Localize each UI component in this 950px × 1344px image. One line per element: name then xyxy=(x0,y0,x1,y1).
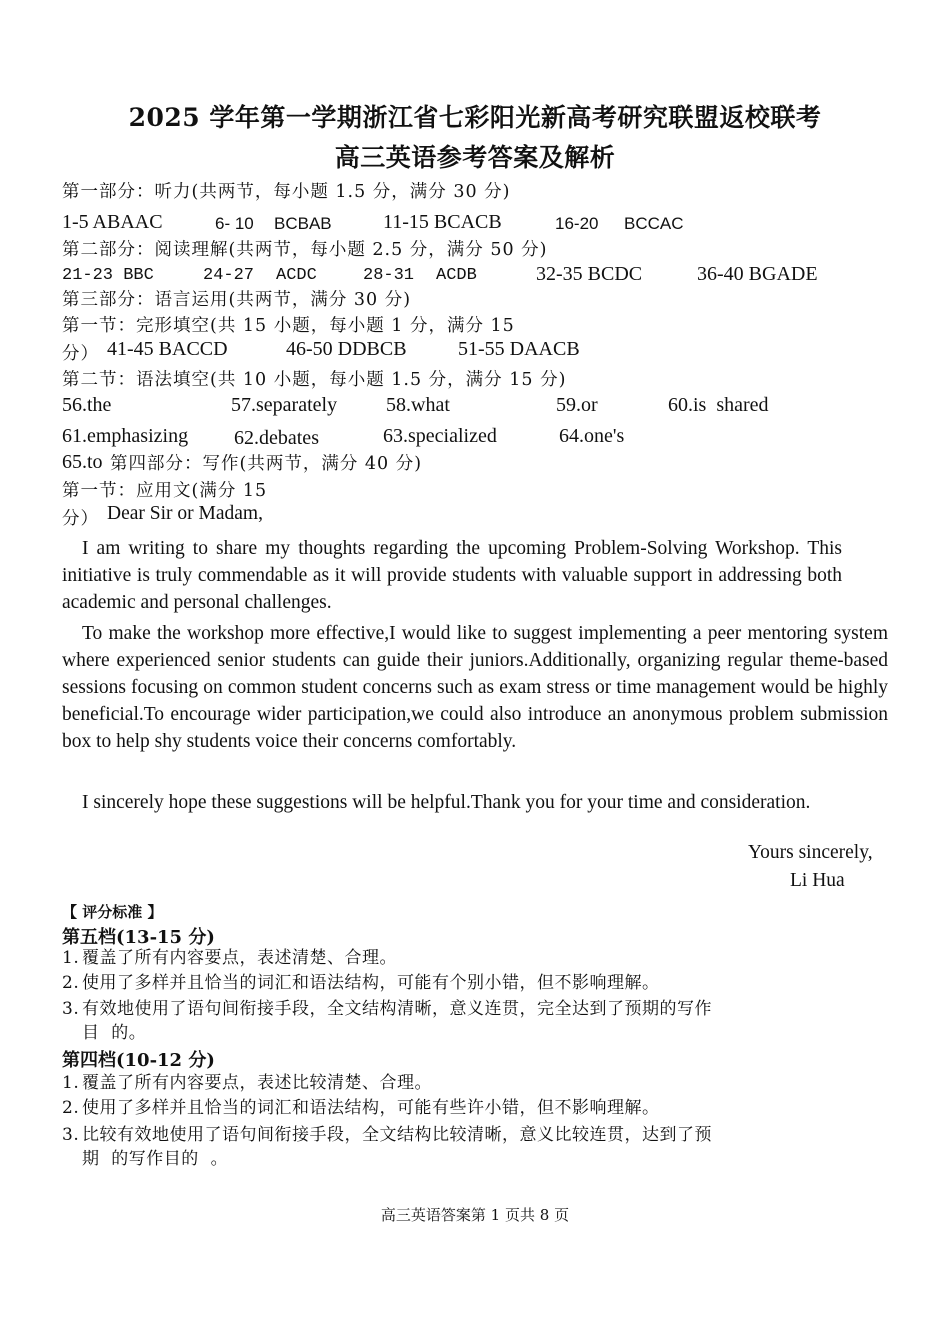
answer-letters: ACDB xyxy=(436,266,477,285)
answer-letters: BCBAB xyxy=(274,214,332,233)
item-number: 3. xyxy=(62,1125,80,1145)
answer-letters: BCCAC xyxy=(624,214,684,233)
answer-group: 51-55 DAACB xyxy=(458,338,580,360)
document-title: 2025 学年第一学期浙江省七彩阳光新高考研究联盟返校联考 xyxy=(128,103,822,132)
grammar-answer: 64.one's xyxy=(559,425,625,447)
tier-4-heading: 第四档(10-12 分) xyxy=(62,1050,215,1071)
page-footer: 高三英语答案第 1 页共 8 页 xyxy=(380,1206,570,1224)
part4-heading: 第四部分：写作(共两节，满分 40 分) xyxy=(110,454,423,474)
tier-4-item-1 xyxy=(62,1071,882,1095)
answer-group: 46-50 DDBCB xyxy=(286,338,407,360)
answer-group: 32-35 BCDC xyxy=(536,263,643,285)
part3-heading: 第三部分：语言运用(共两节，满分 30 分) xyxy=(62,290,412,310)
item-number: 3. xyxy=(62,999,80,1019)
answer-group: 1-5 ABAAC xyxy=(62,211,163,233)
tier-5-item-1 xyxy=(62,946,882,970)
letter-paragraph-2: To make the workshop more effective,I would like to suggest implementing a peer mentoring system where experienced senior students can guide their juniors.Additionally, organizing regular theme-based sessions focusing on common student concerns such as exam stress or time management would be highly beneficial.To encourage wider participation,we could also introduce an anonymous problem submission box to help shy students voice their concerns comfortably. xyxy=(62,623,888,752)
part1-heading: 第一部分：听力(共两节，每小题 1.5 分，满分 30 分) xyxy=(62,182,511,202)
item-text-cont: 期 的写作目的 。 xyxy=(82,1149,229,1169)
tier-5-item-3 xyxy=(62,997,882,1045)
practical-writing-heading-cont: 分） xyxy=(62,509,99,529)
answer-group: 21-23 BBC xyxy=(62,266,154,285)
document-subtitle: 高三英语参考答案及解析 xyxy=(334,143,616,172)
item-text-cont: 目 的。 xyxy=(82,1023,147,1043)
tier-4-item-2 xyxy=(62,1096,882,1120)
grammar-answer: 63.specialized xyxy=(383,425,497,447)
item-text: 覆盖了所有内容要点，表述比较清楚、合理。 xyxy=(82,1073,432,1093)
item-number: 2. xyxy=(62,1098,80,1118)
practical-writing-heading: 第一节：应用文(满分 15 xyxy=(62,481,268,501)
answer-range: 16-20 xyxy=(555,214,599,233)
cloze-heading-cont: 分） xyxy=(62,344,99,364)
letter-paragraph-3: I sincerely hope these suggestions will be helpful.Thank you for your time and consideration. xyxy=(82,792,811,813)
tier-5-item-2 xyxy=(62,971,882,995)
grammar-answer: 62.debates xyxy=(234,427,319,449)
answer-group: 11-15 BCACB xyxy=(383,211,502,233)
tier-5-heading: 第五档(13-15 分) xyxy=(62,927,215,948)
rubric-heading: 【 评分标准 】 xyxy=(62,903,163,921)
answer-range: 6- 10 xyxy=(215,214,254,233)
grammar-answer: 59.or xyxy=(556,394,598,416)
grammar-answer: 65.to xyxy=(62,451,103,473)
item-text: 比较有效地使用了语句间衔接手段，全文结构比较清晰，意义比较连贯，达到了预 xyxy=(82,1125,712,1145)
answer-range: 28-31 xyxy=(363,266,415,285)
answer-group: 36-40 BGADE xyxy=(697,263,818,285)
answer-group: 41-45 BACCD xyxy=(107,338,228,360)
cloze-heading: 第一节：完形填空(共 15 小题，每小题 1 分，满分 15 xyxy=(62,316,515,336)
grammar-heading: 第二节：语法填空(共 10 小题，每小题 1.5 分，满分 15 分) xyxy=(62,370,567,390)
letter-salutation: Dear Sir or Madam, xyxy=(107,503,263,524)
letter-paragraph-1: I am writing to share my thoughts regarding the upcoming Problem-Solving Workshop. This initiative is truly commendable as it will provide students with valuable support in addressing both academic and personal challenges. xyxy=(62,538,842,613)
grammar-answer: 56.the xyxy=(62,394,112,416)
grammar-answer: 60.is shared xyxy=(668,394,769,416)
grammar-answer: 61.emphasizing xyxy=(62,425,189,447)
item-text: 使用了多样并且恰当的词汇和语法结构，可能有些许小错，但不影响理解。 xyxy=(82,1098,660,1118)
item-text: 使用了多样并且恰当的词汇和语法结构，可能有个别小错，但不影响理解。 xyxy=(82,973,660,993)
letter-closing: Yours sincerely, xyxy=(748,842,873,863)
item-text: 覆盖了所有内容要点，表述清楚、合理。 xyxy=(82,948,397,968)
item-number: 1. xyxy=(62,948,80,968)
answer-range: 24-27 xyxy=(203,266,255,285)
item-number: 2. xyxy=(62,973,80,993)
grammar-answer: 57.separately xyxy=(231,394,338,416)
grammar-answer: 58.what xyxy=(386,394,450,416)
answer-letters: ACDC xyxy=(276,266,317,285)
item-number: 1. xyxy=(62,1073,80,1093)
part2-heading: 第二部分：阅读理解(共两节，每小题 2.5 分，满分 50 分) xyxy=(62,240,548,260)
item-text: 有效地使用了语句间衔接手段，全文结构清晰，意义连贯，完全达到了预期的写作 xyxy=(82,999,712,1019)
letter-signature: Li Hua xyxy=(790,870,845,891)
tier-4-item-3 xyxy=(62,1123,882,1171)
